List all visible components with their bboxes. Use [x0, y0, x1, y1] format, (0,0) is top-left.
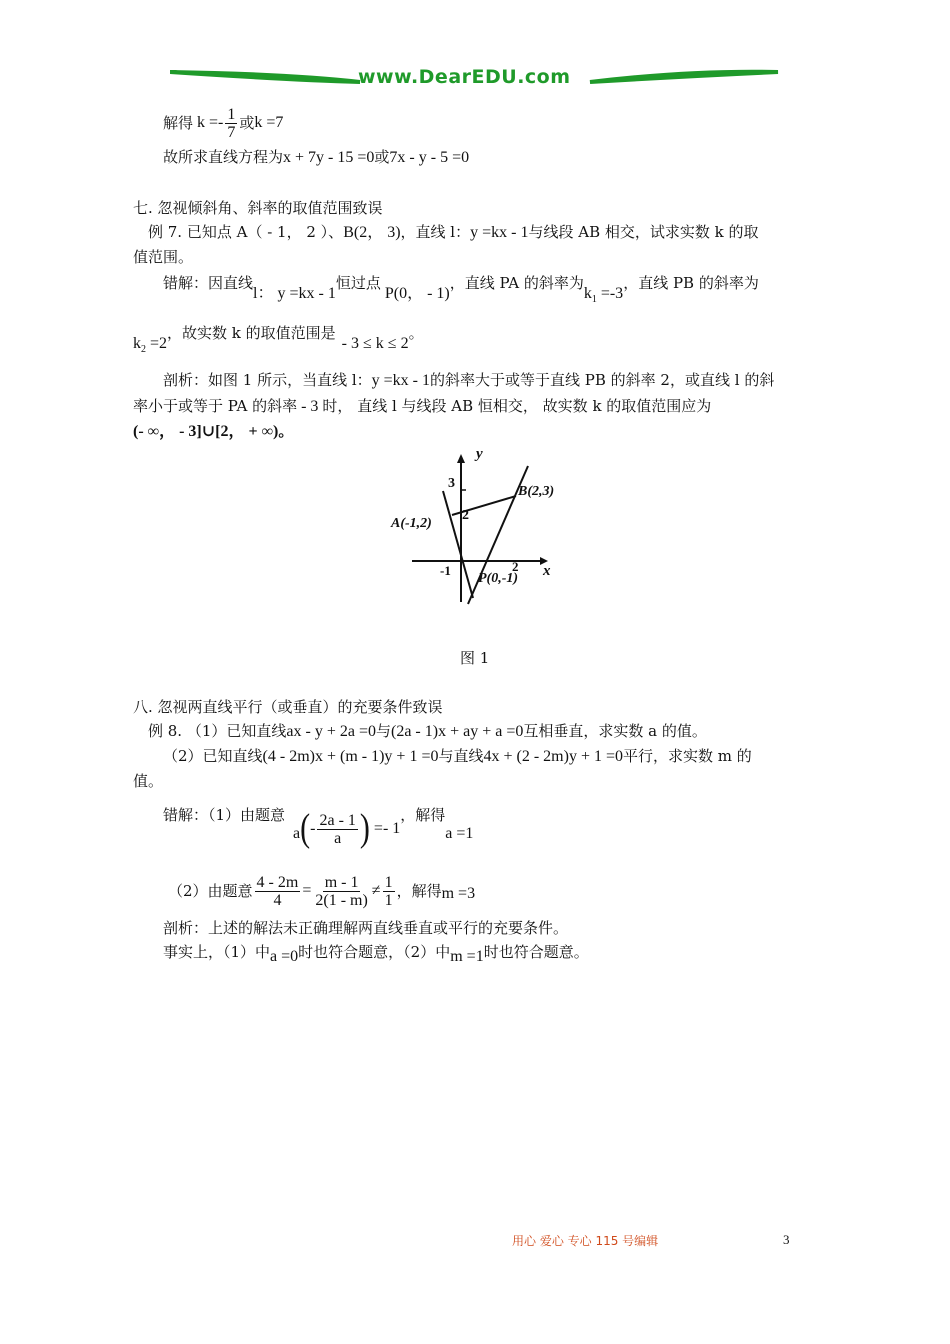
section7-title: 七. 忽视倾斜角、斜率的取值范围致误 — [133, 199, 383, 217]
wrong7-e: ，直线 PA 的斜率为 — [449, 274, 584, 292]
wrong8-2-a: （2）由题意 — [168, 882, 253, 900]
analysis8-line: 剖析：上述的解法未正确理解两直线垂直或平行的充要条件。 — [163, 919, 569, 937]
anal7-line2-a: 率小于或等于 PA 的斜率 — [133, 397, 298, 415]
header-banner — [170, 62, 780, 98]
ex8-line2-eq1: (4 - 2m)x + (m - 1)y + 1 =0 — [262, 748, 439, 765]
answer-eq2: 7x - y - 5 =0 — [389, 149, 470, 166]
anal7-line2-b: - 3 — [301, 398, 319, 415]
wrong7-c: 恒过点 — [335, 274, 381, 292]
fraction-denominator: 7 — [227, 123, 236, 141]
example8-line1 — [148, 721, 707, 742]
right-paren: ) — [359, 806, 370, 850]
wrong8-line1 — [163, 805, 473, 853]
answer-prefix: 故所求直线方程为 — [163, 148, 284, 166]
wrong7-k: ，故实数 k 的取值范围是 — [167, 324, 336, 342]
wrong7-range: - 3 ≤ k ≤ 2 — [341, 335, 409, 352]
ex8-c: 与 — [375, 722, 391, 740]
wrong7-k1-sub: 1 — [591, 294, 597, 306]
wrong8-1-den: a — [334, 829, 342, 847]
anal7-c: 的斜率大于或等于直线 PB 的斜率 2，或直线 l 的斜 — [430, 371, 775, 389]
example7-line1 — [148, 222, 759, 243]
analysis7-line3 — [133, 421, 293, 442]
ex7-text-a: 例 7. 已知点 A（ - 1， 2 ）、 — [148, 223, 344, 241]
wrong7-line1 — [163, 273, 759, 306]
fraction-numerator: 1 — [227, 105, 236, 123]
wrong7-k2-sub: 2 — [141, 344, 146, 356]
wrong8-2-num3: 1 — [384, 873, 393, 891]
wrong8-2-frac3 — [383, 874, 395, 909]
wrong8-1-a-var: a — [293, 825, 301, 842]
anal7-eq: y =kx - 1 — [371, 372, 431, 389]
solution-or: 或 — [239, 114, 255, 132]
example8-line3: 值。 — [133, 772, 164, 790]
answer-line — [163, 147, 469, 168]
wrong8-1-fraction — [317, 812, 357, 847]
ex8-eq2: (2a - 1)x + ay + a =0 — [391, 723, 524, 740]
wrong8-1-eq: =- 1 — [373, 820, 401, 837]
y-axis-arrow — [457, 454, 465, 463]
ex8-line2-a: （2）已知直线 — [163, 747, 263, 765]
wrong8-2-den1: 4 — [273, 891, 282, 909]
wrong7-k1-value: =-3 — [596, 285, 624, 302]
fact-a: 事实上，（1）中 — [163, 943, 271, 961]
section8-title: 八. 忽视两直线平行（或垂直）的充要条件致误 — [133, 698, 443, 716]
solution-fraction — [225, 106, 237, 141]
analysis7-line2 — [133, 396, 711, 417]
anal7-period: 。 — [278, 422, 294, 440]
left-paren: ( — [300, 806, 311, 850]
ex7-line-eq: y =kx - 1 — [470, 224, 529, 241]
wrong8-2-frac1 — [255, 874, 301, 909]
ex8-a: 例 8. （1）已知直线 — [148, 722, 287, 740]
figure-caption: 图 1 — [460, 649, 490, 667]
fact-d: m =1 — [450, 948, 484, 965]
page-number: 3 — [783, 1232, 790, 1247]
solution-prefix: 解得 — [163, 114, 194, 132]
wrong8-1-result: a =1 — [445, 825, 474, 842]
tick-label-x2: 2 — [512, 559, 519, 574]
ex7-point-b: B(2， 3) — [343, 224, 401, 241]
x-axis-label: x — [543, 563, 551, 579]
wrong8-1-num: 2a - 1 — [319, 811, 356, 829]
ex8-eq1: ax - y + 2a =0 — [286, 723, 376, 740]
anal7-union: ∪ — [201, 423, 216, 440]
wrong7-k1 — [583, 285, 624, 306]
anal7-interval1: (- ∞， - 3] — [133, 423, 202, 440]
point-P-label: P(0,-1) — [478, 571, 519, 586]
footer-text: 用心 爱心 专心 115 号编辑 — [512, 1234, 659, 1248]
solution-k2: k =7 — [254, 114, 284, 131]
wrong7-h: ，直线 PB 的斜率为 — [623, 274, 759, 292]
anal7-line2-c: 时， 直线 l 与线段 AB 恒相交， 故实数 k 的取值范围应为 — [322, 397, 712, 415]
wrong7-point: P(0， - 1) — [384, 285, 450, 302]
fact-e: 时也符合题意。 — [483, 943, 589, 961]
answer-eq1: x + 7y - 15 =0 — [283, 149, 375, 166]
figure-1 — [388, 446, 558, 608]
ex7-text-c: ，直线 l： — [400, 223, 471, 241]
wrong8-2-den2: 2(1 - m) — [315, 891, 368, 909]
fact-c: 时也符合题意，（2）中 — [298, 943, 451, 961]
point-A-label: A(-1,2) — [391, 516, 432, 531]
wrong7-line-eq: l： y =kx - 1 — [253, 285, 336, 302]
tick-label-3: 3 — [448, 476, 455, 491]
wrong8-2-b: ，解得 — [396, 882, 442, 900]
wrong7-a: 错解：因直线 — [163, 274, 254, 292]
wrong8-2-frac2 — [313, 874, 369, 909]
analysis7-line1 — [163, 370, 774, 391]
anal7-interval2: [2， + ∞) — [215, 423, 279, 440]
wrong8-1-minus: - — [310, 820, 316, 837]
fact-line — [163, 942, 589, 963]
wrong8-2-result: m =3 — [441, 885, 476, 902]
wrong7-k2 — [133, 335, 168, 356]
ex7-text-e: 与线段 AB 相交，试求实数 k 的取 — [528, 223, 759, 241]
anal7-a: 剖析：如图 1 所示，当直线 l： — [163, 371, 372, 389]
wrong7-k2-value: =2 — [146, 335, 168, 352]
answer-or: 或 — [374, 148, 390, 166]
wrong8-2-den3: 1 — [384, 891, 393, 909]
wrong7-k1-letter: k — [583, 285, 592, 302]
wrong7-m: 。 — [408, 324, 424, 342]
wrong7-line2 — [133, 323, 424, 356]
solution-k1: k =- — [197, 114, 224, 131]
ex8-line2-c: 与直线 — [438, 747, 484, 765]
tick-label-neg1: -1 — [440, 563, 451, 578]
fact-b: a =0 — [270, 948, 299, 965]
example7-line2: 值范围。 — [133, 248, 194, 266]
site-url[interactable]: www.DearEDU.com — [358, 66, 571, 88]
wrong8-1-e: ，解得 — [400, 806, 446, 824]
y-axis-label: y — [476, 446, 483, 462]
example8-line2 — [163, 746, 752, 767]
ex8-line2-e: 平行，求实数 m 的 — [623, 747, 752, 765]
solution-line — [163, 103, 283, 143]
point-B-label: B(2,3) — [518, 484, 555, 499]
ex8-e: 互相垂直，求实数 a 的值。 — [523, 722, 707, 740]
wrong8-2-neq: ≠ — [371, 882, 381, 899]
tick-label-2: 2 — [462, 508, 469, 523]
ex8-line2-eq2: 4x + (2 - 2m)y + 1 =0 — [483, 748, 623, 765]
wrong8-line2 — [168, 869, 475, 913]
wrong7-k2-letter: k — [133, 335, 141, 352]
wrong8-2-num2: m - 1 — [324, 873, 359, 891]
wrong8-2-eq: = — [302, 882, 312, 899]
wrong8-2-num1: 4 - 2m — [256, 873, 299, 891]
wrong8-1-a: 错解：（1）由题意 — [163, 806, 286, 824]
